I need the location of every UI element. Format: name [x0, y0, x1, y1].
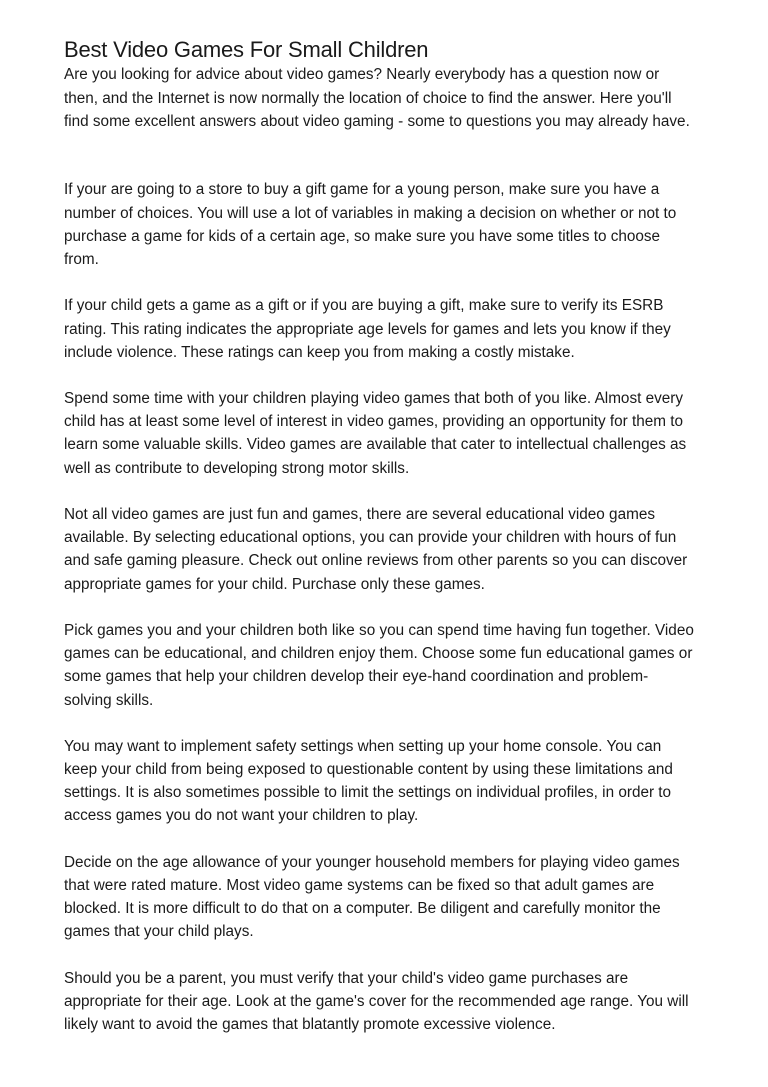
paragraph	[64, 967, 694, 1037]
text-line: some games that help your children develop their eye-hand coordination and problem-	[64, 668, 649, 686]
text-line: that were rated mature. Most video game systems can be fixed so that adult games are	[64, 877, 655, 895]
paragraph	[64, 503, 694, 596]
text-line: find some excellent answers about video gaming - some to questions you may already have.	[64, 112, 690, 130]
text-line: likely want to avoid the games that blatantly promote excessive violence.	[64, 1016, 556, 1034]
paragraph	[64, 735, 694, 828]
text-line: well as contribute to developing strong motor skills.	[64, 459, 410, 477]
text-line: include violence. These ratings can keep you from making a costly mistake.	[64, 343, 575, 361]
text-line: child has at least some level of interest in video games, providing an opportunity for them to	[64, 413, 684, 431]
text-line: then, and the Internet is now normally the location of choice to find the answer. Here you'll	[64, 89, 672, 107]
text-line: If your child gets a game as a gift or if you are buying a gift, make sure to verify its ESRB	[64, 297, 664, 315]
text-line: and safe gaming pleasure. Check out online reviews from other parents so you can discover	[64, 552, 688, 570]
text-line: You may want to implement safety settings when setting up your home console. You can	[64, 737, 662, 755]
text-line: appropriate for their age. Look at the game's cover for the recommended age range. You will	[64, 992, 689, 1010]
text-line: settings. It is also sometimes possible to limit the settings on individual profiles, in order to	[64, 784, 672, 802]
paragraph	[64, 387, 694, 480]
text-line: available. By selecting educational options, you can provide your children with hours of fun	[64, 529, 677, 547]
paragraph	[64, 294, 694, 364]
text-line: If your are going to a store to buy a gift game for a young person, make sure you have a	[64, 181, 660, 199]
text-line: games that your child plays.	[64, 923, 254, 941]
paragraph	[64, 63, 690, 133]
text-line: Should you be a parent, you must verify that your child's video game purchases are	[64, 969, 629, 987]
text-line: Pick games you and your children both like so you can spend time having fun together. Video	[64, 621, 694, 639]
paragraph-intro	[64, 63, 690, 156]
text-line: learn some valuable skills. Video games are available that cater to intellectual challenges as	[64, 436, 687, 454]
text-line: from.	[64, 250, 99, 268]
text-line: access games you do not want your children to play.	[64, 807, 419, 825]
text-line: games can be educational, and children enjoy them. Choose some fun educational games or	[64, 645, 693, 663]
paragraph	[64, 619, 694, 712]
text-line: purchase a game for kids of a certain age, so make sure you have some titles to choose	[64, 227, 661, 245]
document-body	[64, 178, 694, 1059]
text-line: Are you looking for advice about video games? Nearly everybody has a question now or	[64, 66, 660, 84]
text-line: Not all video games are just fun and games, there are several educational video games	[64, 506, 655, 524]
document-title: Best Video Games For Small Children	[64, 37, 429, 62]
text-line: keep your child from being exposed to questionable content by using these limitations and	[64, 761, 673, 779]
text-line: rating. This rating indicates the appropriate age levels for games and lets you know if they	[64, 320, 671, 338]
paragraph	[64, 851, 694, 944]
text-line: solving skills.	[64, 691, 154, 709]
text-line: blocked. It is more difficult to do that on a computer. Be diligent and carefully monitor the	[64, 900, 661, 918]
text-line: number of choices. You will use a lot of variables in making a decision on whether or not to	[64, 204, 677, 222]
paragraph	[64, 178, 694, 271]
text-line: appropriate games for your child. Purchase only these games.	[64, 575, 485, 593]
text-line: Spend some time with your children playing video games that both of you like. Almost every	[64, 390, 683, 408]
text-line: Decide on the age allowance of your younger household members for playing video games	[64, 853, 680, 871]
